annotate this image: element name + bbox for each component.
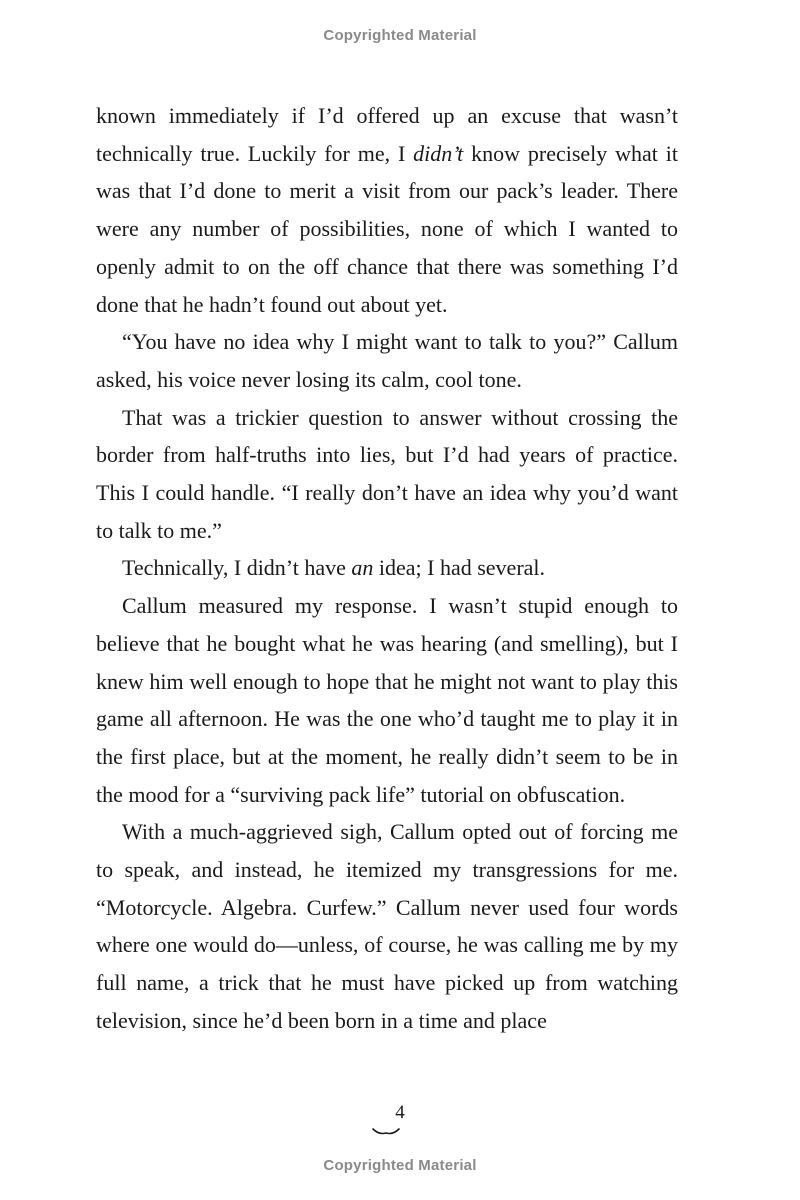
emphasized-text: an [351, 555, 374, 581]
paragraph-text: That was a trickier question to answer without crossing the border from half-truths into lies, but I’d had years of practice. This I could handle. “I really don’t have an idea why you’d want to talk to me.” [96, 404, 678, 543]
copyright-watermark-top: Copyrighted Material [323, 27, 477, 44]
paragraph-text: “You have no idea why I might want to talk to you?” Callum asked, his voice never losing its calm, cool tone. [96, 329, 678, 392]
paragraph-text: Technically, I didn’t have [122, 555, 352, 581]
paragraph-text: known immediately if I’d offered up an excuse that wasn’t technically true. Luckily for me, I [96, 103, 678, 166]
paragraph-text: idea; I had several. [373, 555, 546, 581]
page-body-text [96, 97, 678, 1040]
paragraph [96, 97, 678, 323]
paragraph [96, 813, 678, 1039]
page-number-ornament-icon [371, 1126, 401, 1138]
copyright-watermark-bottom: Copyrighted Material [323, 1157, 477, 1174]
paragraph [96, 399, 678, 550]
paragraph [96, 323, 678, 398]
paragraph-text: Callum measured my response. I wasn’t stupid enough to believe that he bought what he was hearing (and smelling), but I knew him well enough to hope that he might not want to play this game all afternoon. He was the one who’d taught me to play it in the first place, but at the moment, he really didn’t seem to be in the mood for a “surviving pack life” tutorial on obfuscation. [96, 593, 678, 807]
paragraph [96, 549, 678, 587]
paragraph-text: With a much-aggrieved sigh, Callum opted out of forcing me to speak, and instead, he itemized my transgressions for me. “Motorcycle. Algebra. Curfew.” Callum never used four words where one would do—unless, of course, he was calling me by my full name, a trick that he must have picked up from watching television, since he’d been born in a time and place [96, 819, 678, 1033]
paragraph [96, 587, 678, 813]
page-number: 4 [395, 1102, 405, 1123]
emphasized-text: didn’t [413, 140, 464, 166]
paragraph-text: know precisely what it was that I’d done to merit a visit from our pack’s leader. There were any number of possibilities, none of which I wanted to openly admit to on the off chance that there was something I’d done that he hadn’t found out about yet. [96, 140, 678, 317]
